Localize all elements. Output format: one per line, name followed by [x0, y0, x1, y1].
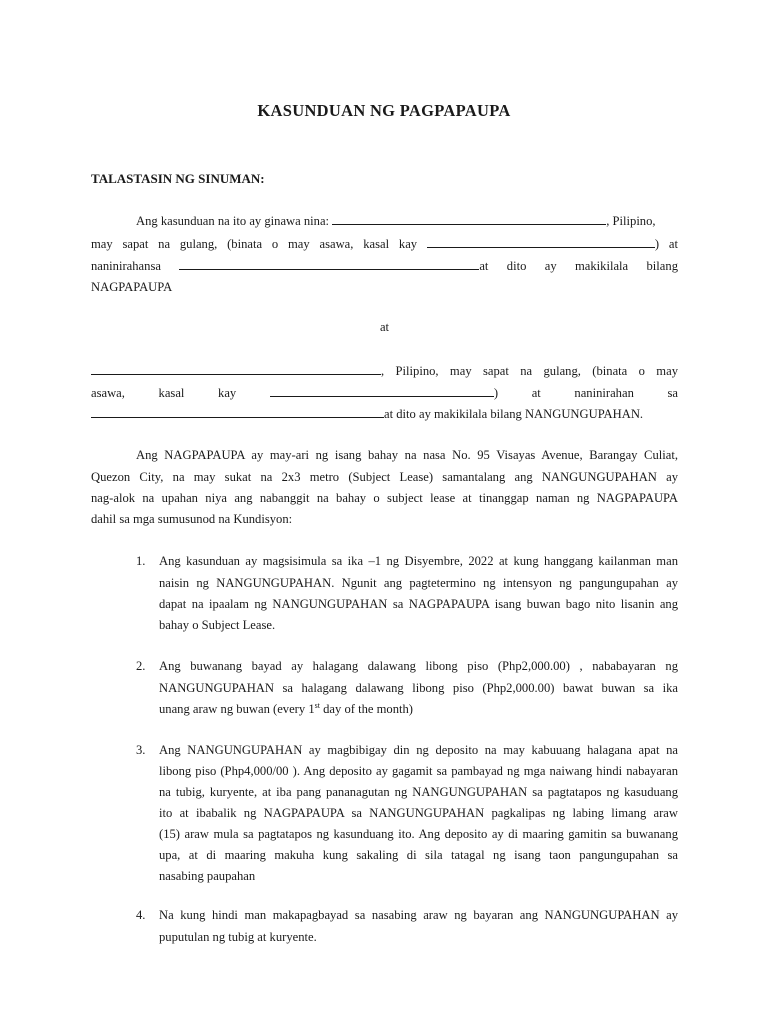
item-2-line-2: NANGUNGUPAHAN sa halagang dalawang libong piso (Php2,000.00) bawat buwan sa ika	[159, 681, 678, 695]
p2-text-1: , Pilipino, may sapat na gulang, (binata o may	[381, 364, 678, 378]
p2-text-2b: ) at naninirahan sa	[493, 386, 678, 400]
lessee-address-blank	[91, 405, 384, 418]
item-3-line-2: libong piso (Php4,000/00 ). Ang deposito ay gagamit sa pambayad ng mga naiwang hindi nabayaran	[159, 764, 678, 778]
item-3-line-5: (15) araw mula sa pagtatapos ng kasunduang ito. Ang deposito ay di maaring gamitin sa buwanang	[159, 827, 678, 841]
item-3-line-6: upa, at di maaring makuha kung sakaling di sila tatagal ng isang taon pangungupahan sa	[159, 848, 678, 862]
p2-line-1	[91, 362, 678, 378]
item-2-line-1: Ang buwanang bayad ay halagang dalawang libong piso (Php2,000.00) , nababayaran ng	[159, 659, 678, 673]
p1-text-2a: may sapat na gulang, (binata o may asawa, kasal kay	[91, 237, 418, 251]
lessor-name-blank	[332, 212, 606, 225]
p2-line-2	[91, 384, 678, 400]
item-2-ordinal-suffix: st	[314, 700, 320, 710]
document-title: KASUNDUAN NG PAGPAPAUPA	[257, 101, 511, 120]
item-2-line-3a: unang araw ng buwan (every 1	[159, 702, 315, 716]
item-3-line-7: nasabing paupahan	[159, 869, 256, 883]
lessor-address-blank	[179, 257, 479, 270]
item-4-line-2: puputulan ng tubig at kuryente.	[159, 930, 317, 944]
item-1-line-2: naisin ng NANGUNGUPAHAN. Ngunit ang pagtetermino ng intensyon ng pangungupahan ay	[159, 576, 678, 590]
p1-line-4: NAGPAPAUPA	[91, 280, 173, 294]
item-2-number: 2.	[136, 659, 146, 673]
item-3-line-4: ito at ibabalik ng NAGPAPAUPA sa NANGUNGUPAHAN pagkalipas ng labing limang araw	[159, 806, 678, 820]
item-3-line-3: na tubig, kuryente, at iba pang pananagutan ng NANGUNGUPAHAN sa pagtatapos ng kasuduang	[159, 785, 678, 799]
lessee-name-blank	[91, 362, 381, 375]
item-2-line-3b: day of the month)	[319, 702, 414, 716]
item-4-number: 4.	[136, 908, 146, 922]
p3-line-4: dahil sa mga sumusunod na Kundisyon:	[91, 512, 293, 526]
p1-text-2b: ) at	[654, 237, 678, 251]
item-2-line-3	[159, 701, 678, 717]
item-1-line-1: Ang kasunduan ay magsisimula sa ika –1 ng Disyembre, 2022 at kung hanggang kailanman man	[159, 554, 678, 568]
p2-text-2a: asawa, kasal kay	[91, 386, 237, 400]
item-1-line-4: bahay o Subject Lease.	[159, 618, 276, 632]
lessor-spouse-blank	[427, 235, 655, 248]
p1-text-3a: naninirahansa	[91, 259, 161, 273]
p2-text-3: at dito ay makikilala bilang NANGUNGUPAHAN.	[384, 407, 644, 421]
salutation-heading: TALASTASIN NG SINUMAN:	[91, 171, 265, 186]
p1-text-1a: Ang kasunduan na ito ay ginawa nina:	[136, 214, 330, 228]
p3-line-1: Ang NAGPAPAUPA ay may-ari ng isang bahay na nasa No. 95 Visayas Avenue, Barangay Culiat,	[136, 448, 678, 462]
p3-line-2: Quezon City, na may sukat na 2x3 metro (Subject Lease) samantalang ang NANGUNGUPAHAN ay	[91, 470, 678, 484]
lessee-spouse-blank	[270, 384, 494, 397]
item-4-line-1: Na kung hindi man makapagbayad sa nasabing araw ng bayaran ang NANGUNGUPAHAN ay	[159, 908, 678, 922]
item-3-line-1: Ang NANGUNGUPAHAN ay magbibigay din ng deposito na may kabuuang halagana apat na	[159, 743, 678, 757]
item-1-line-3: dapat na ipaalam ng NANGUNGUPAHAN sa NAGPAPAUPA isang buwan bago nito lisanin ang	[159, 597, 678, 611]
conjunction-at: at	[379, 320, 390, 334]
p1-line-2	[91, 235, 678, 251]
p2-line-3	[91, 405, 678, 421]
p1-line-1	[136, 212, 678, 228]
p1-text-3b: at dito ay makikilala bilang	[479, 259, 678, 273]
p3-line-3: nag-alok na upahan niya ang nabanggit na bahay o subject lease at tinanggap naman ng NAGPAPAUPA	[91, 491, 678, 505]
item-1-number: 1.	[136, 554, 146, 568]
item-3-number: 3.	[136, 743, 146, 757]
p1-text-1b: , Pilipino,	[606, 214, 656, 228]
p1-line-3	[91, 257, 678, 273]
